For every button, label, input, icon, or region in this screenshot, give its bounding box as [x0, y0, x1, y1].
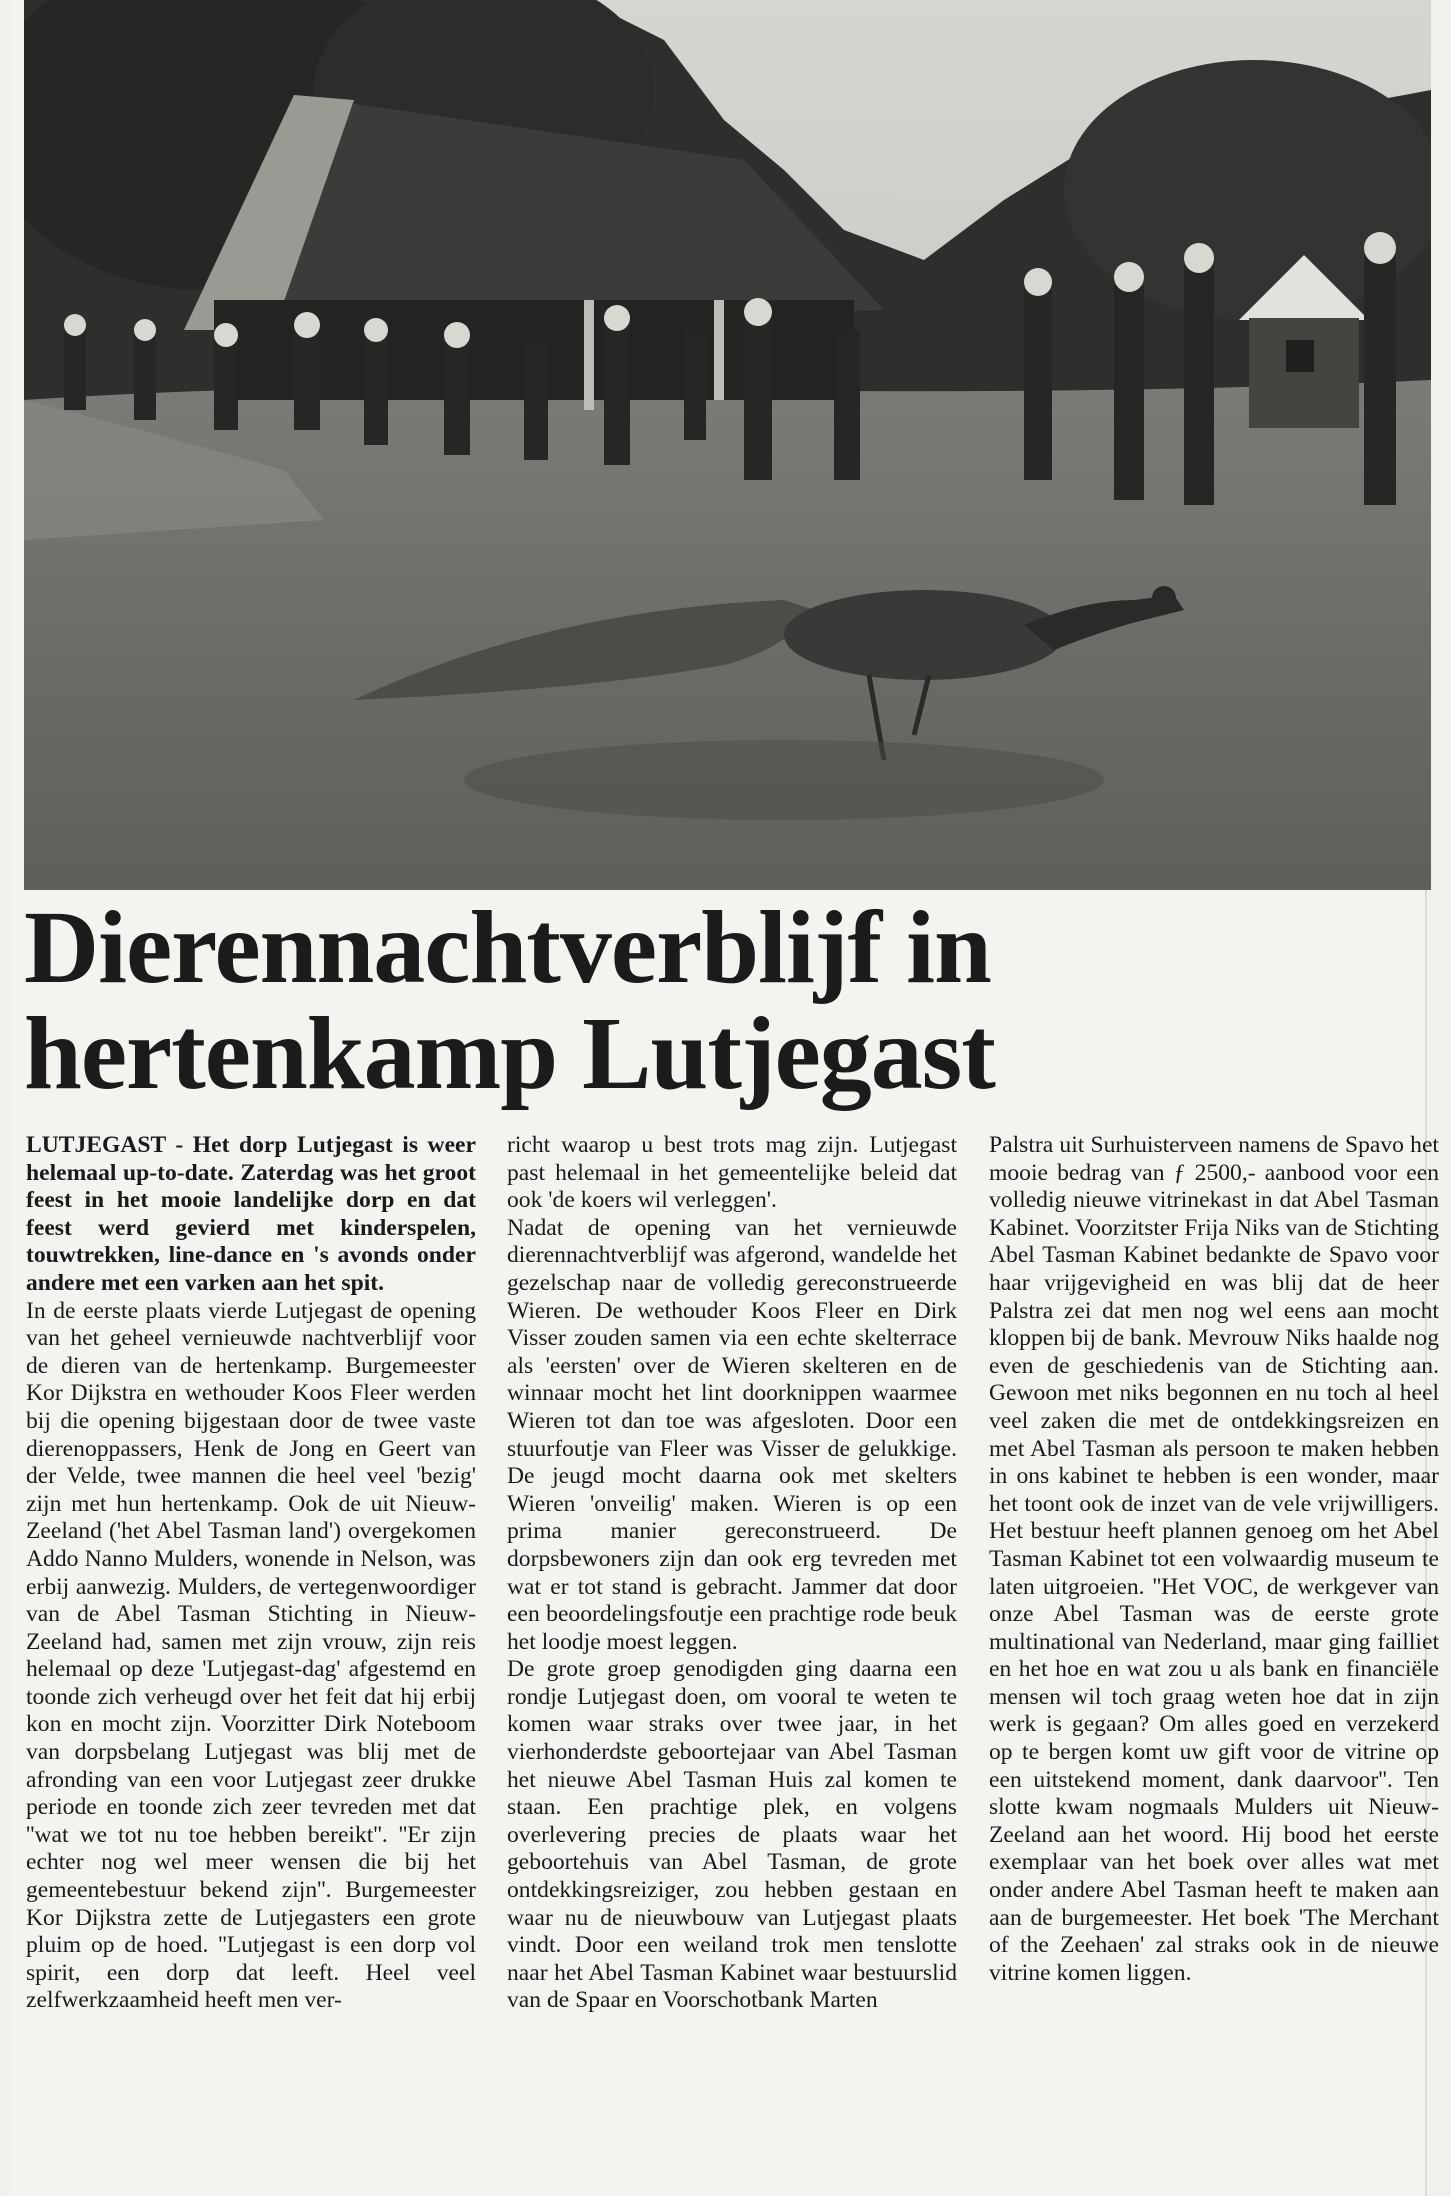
article-paragraph: Nadat de opening van het vernieuwde dierennachtverblijf was afgerond, wandelde het gezelschap naar de volledig gereconstrueerde Wieren. De wethouder Koos Fleer en Dirk Visser zouden samen via een echte skelterrace als 'eersten' over de Wieren skelteren en de winnaar mocht het lint doorknippen waarmee Wieren tot dan toe was afgesloten. Door een stuurfoutje van Fleer was Visser de gelukkige. De jeugd mocht daarna ook met skelters Wieren 'onveilig' maken. Wieren is op een prima manier gereconstrueerd. De dorpsbewoners zijn dan ook erg tevreden met wat er tot stand is gebracht. Jammer dat door een beoordelingsfoutje een prachtige rode beuk het loodje moest leggen. [507, 1214, 957, 1655]
article-column-1 [26, 1132, 476, 2015]
article-photo [24, 0, 1431, 890]
headline [24, 890, 1424, 1111]
article-column-3 [989, 1132, 1439, 1987]
article-paragraph: richt waarop u best trots mag zijn. Lutjegast past helemaal in het gemeentelijke beleid dat ook 'de koers wil verleggen'. [507, 1132, 957, 1214]
newspaper-clipping [10, 0, 1439, 2196]
headline-line-1: Dierennachtverblijf in [24, 890, 991, 1005]
article-column-2 [507, 1132, 957, 2015]
article-paragraph: In de eerste plaats vierde Lutjegast de opening van het geheel vernieuwde nachtverblijf voor de dieren van de hertenkamp. Burgemeester Kor Dijkstra en wethouder Koos Fleer werden bij die opening bijgestaan door de twee vaste dierenoppassers, Henk de Jong en Geert van der Velde, twee mannen die heel veel 'bezig' zijn met hun hertenkamp. Ook de uit Nieuw-Zeeland ('het Abel Tasman land') overgekomen Addo Nanno Mulders, wonende in Nelson, was erbij aanwezig. Mulders, de vertegenwoordiger van de Abel Tasman Stichting in Nieuw-Zeeland had, samen met zijn vrouw, zijn reis helemaal op deze 'Lutjegast-dag' afgestemd en toonde zich verheugd over het feit dat hij erbij kon en mocht zijn. Voorzitter Dirk Noteboom van dorpsbelang Lutjegast was blij met de afronding van een voor Lutjegast zeer drukke periode en toonde zich zeer tevreden met dat ''wat we tot nu toe hebben bereikt''. ''Er zijn echter nog wel meer wensen die bij het gemeentebestuur bekend zijn''. Burgemeester Kor Dijkstra zette de Lutjegasters een grote pluim op de hoed. ''Lutjegast is een dorp vol spirit, een dorp dat leeft. Heel veel zelfwerkzaamheid heeft men ver- [26, 1297, 476, 2014]
article-paragraph: Palstra uit Surhuisterveen namens de Spavo het mooie bedrag van ƒ 2500,- aanbood voor een volledig nieuwe vitrinekast in dat Abel Tasman Kabinet. Voorzitster Frija Niks van de Stichting Abel Tasman Kabinet bedankte de Spavo voor haar vrijgevigheid en was blij dat de heer Palstra zei dat men nog wel eens aan mocht kloppen bij de bank. Mevrouw Niks haalde nog even de geschiedenis van de Stichting aan. Gewoon met niks begonnen en nu toch al heel veel zaken die met de ontdekkingsreizen en met Abel Tasman als persoon te maken hebben in ons kabinet te hebben is een wonder, maar het toont ook de inzet van de vele vrijwilligers. Het bestuur heeft plannen genoeg om het Abel Tasman Kabinet tot een volwaardig museum te laten uitgroeien. ''Het VOC, de werkgever van onze Abel Tasman was de eerste grote multinational van Nederland, maar ging failliet en het hoe en wat zou u als bank en financiële mensen wil toch graag weten hoe dat in zijn werk is gegaan? Om alles goed en verzekerd op te bergen komt uw gift voor de vitrine op een uitstekend moment, dank daarvoor''. Ten slotte kwam nogmaals Mulders uit Nieuw-Zeeland aan het woord. Hij bood het eerste exemplaar van het boek over alles wat met onder andere Abel Tasman heeft te maken aan aan de burgemeester. Het boek 'The Merchant of the Zeehaen' zal straks ook in de nieuwe vitrine komen liggen. [989, 1132, 1439, 1986]
article-lead: LUTJEGAST - Het dorp Lutjegast is weer helemaal up-to-date. Zaterdag was het groot feest in het mooie landelijke dorp en dat feest werd gevierd met kinderspelen, touwtrekken, line-dance en 's avonds onder andere met een varken aan het spit. [26, 1132, 476, 1296]
headline-line-2: hertenkamp Lutjegast [24, 996, 995, 1111]
article-paragraph: De grote groep genodigden ging daarna een rondje Lutjegast doen, om vooral te weten te komen waar straks over twee jaar, in het vierhonderdste geboortejaar van Abel Tasman het nieuwe Abel Tasman Huis zal komen te staan. Een prachtige plek, en volgens overlevering precies de plaats waar het geboortehuis van Abel Tasman, de grote ontdekkingsreiziger, zou hebben gestaan en waar nu de nieuwbouw van Lutjegast plaats vindt. Door een weiland trok men tenslotte naar het Abel Tasman Kabinet waar bestuurslid van de Spaar en Voorschotbank Marten [507, 1656, 957, 2014]
